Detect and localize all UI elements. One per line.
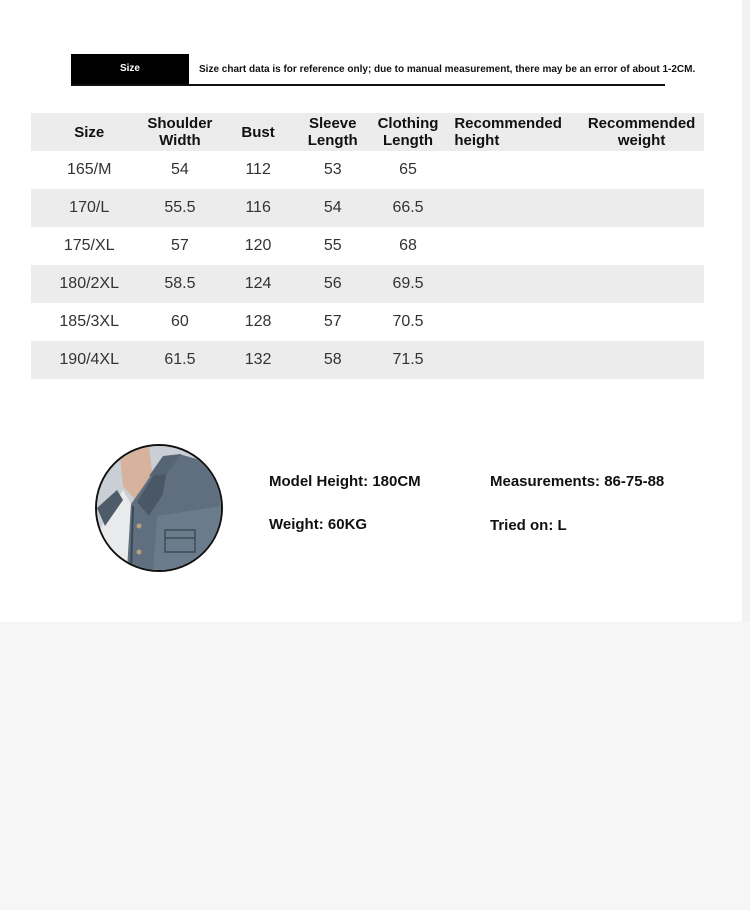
- cell-size: 175/XL: [63, 237, 115, 254]
- cell-size: 165/M: [66, 161, 112, 178]
- model-weight: Weight: 60KG: [269, 516, 368, 533]
- table-row: [31, 151, 704, 189]
- table-row: [31, 227, 704, 265]
- cell-bust: 128: [244, 313, 272, 330]
- table-row: [31, 189, 704, 227]
- header-recommended-height: Recommended height: [454, 115, 562, 149]
- cell-shoulder: 60: [171, 313, 189, 330]
- cell-rec-weight: [579, 303, 704, 341]
- cell-rec-weight: [579, 189, 704, 227]
- cell-length: 70.5: [392, 313, 424, 330]
- cell-rec-height: [454, 265, 579, 303]
- cell-shoulder: 54: [171, 161, 189, 178]
- table-header-row: [31, 113, 704, 151]
- table-row: [31, 265, 704, 303]
- cell-shoulder: 57: [171, 237, 189, 254]
- cell-shoulder: 58.5: [164, 275, 196, 292]
- size-disclaimer: Size chart data is for reference only; due to manual measurement, there may be an error of about 1-2CM.: [199, 63, 696, 75]
- table-row: [31, 341, 704, 379]
- size-banner: [71, 54, 696, 104]
- header-bust: Bust: [241, 123, 275, 141]
- cell-shoulder: 61.5: [164, 351, 196, 368]
- banner-underline: [71, 84, 665, 86]
- header-recommended-weight: Recommended weight: [587, 115, 696, 149]
- cell-rec-height: [454, 189, 579, 227]
- cell-bust: 112: [245, 161, 271, 178]
- cell-bust: 120: [244, 237, 272, 254]
- cell-size: 185/3XL: [59, 313, 119, 330]
- cell-rec-weight: [579, 265, 704, 303]
- cell-bust: 124: [244, 275, 272, 292]
- table-row: [31, 303, 704, 341]
- cell-rec-height: [454, 227, 579, 265]
- header-sleeve-length: Sleeve Length: [307, 115, 358, 149]
- model-height: Model Height: 180CM: [269, 473, 421, 490]
- cell-rec-weight: [579, 227, 704, 265]
- cell-length: 66.5: [392, 199, 424, 216]
- header-shoulder-width: Shoulder Width: [147, 115, 213, 149]
- cell-bust: 132: [244, 351, 272, 368]
- cell-size: 170/L: [69, 199, 110, 216]
- header-size: Size: [74, 123, 105, 141]
- cell-sleeve: 55: [323, 237, 342, 254]
- model-measurements: Measurements: 86-75-88: [490, 473, 665, 490]
- cell-length: 69.5: [392, 275, 424, 292]
- cell-rec-height: [454, 151, 579, 189]
- size-table: [31, 113, 704, 379]
- model-photo-drawing: [97, 446, 221, 570]
- cell-bust: 116: [245, 199, 271, 216]
- cell-length: 65: [399, 161, 417, 178]
- header-clothing-length: Clothing Length: [377, 115, 439, 149]
- cell-sleeve: 54: [323, 199, 342, 216]
- cell-sleeve: 57: [323, 313, 342, 330]
- cell-sleeve: 58: [323, 351, 342, 368]
- model-tried-on-size: Tried on: L: [490, 517, 567, 534]
- cell-rec-weight: [579, 341, 704, 379]
- cell-size: 190/4XL: [59, 351, 119, 368]
- model-photo-icon: [95, 444, 223, 572]
- cell-shoulder: 55.5: [164, 199, 196, 216]
- size-recommendation-tag: Size Recommendation: [71, 54, 189, 84]
- cell-sleeve: 56: [323, 275, 342, 292]
- cell-rec-weight: [579, 151, 704, 189]
- cell-rec-height: [454, 341, 579, 379]
- cell-length: 71.5: [392, 351, 424, 368]
- cell-rec-height: [454, 303, 579, 341]
- cell-size: 180/2XL: [59, 275, 119, 292]
- cell-length: 68: [399, 237, 417, 254]
- cell-sleeve: 53: [323, 161, 342, 178]
- page-gutter: [742, 0, 750, 622]
